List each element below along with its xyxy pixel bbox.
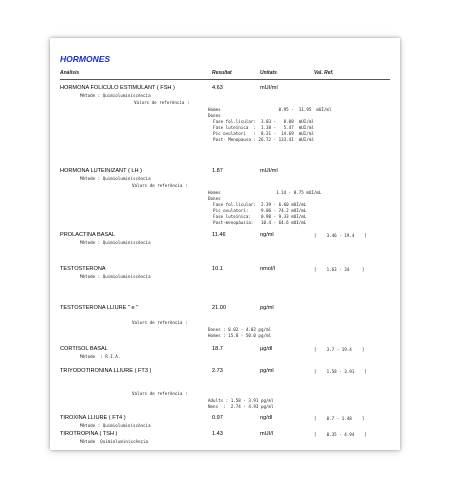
test-name: TIROTROPINA ( TSH ) xyxy=(60,431,118,437)
reference-line: Fase fol.licular: 2.39 - 6.60 mUI/mL xyxy=(208,202,307,207)
method-line: Mètode : Quimioluminiscència xyxy=(80,423,151,428)
reference-line: Fase luteínica : 1.38 - 5.47 mUI/ml xyxy=(208,125,314,130)
test-name: HORMONA LUTEINIZANT ( LH ) xyxy=(60,168,142,174)
method-line: Mètode : Quimioluminiscència xyxy=(80,240,151,245)
method-line: Mètode : Quimioluminiscència xyxy=(80,93,151,98)
method-line: Mètode : R.I.A. xyxy=(80,354,121,359)
method-line: Mètode : Quimioluminiscència xyxy=(80,274,151,279)
reference-range: [ 0.35 - 4.94 ] xyxy=(314,432,367,437)
header-divider xyxy=(60,79,390,80)
column-header-reference: Val. Ref. xyxy=(314,70,334,76)
method-line: Mètode : Quimioluminiscència xyxy=(80,176,151,181)
reference-heading: Valors de referència : xyxy=(134,100,190,105)
column-header-units: Unitats xyxy=(260,70,277,76)
reference-line: Homes 1.14 - 8.75 mUI/mL xyxy=(208,190,322,195)
reference-range: [ 3.7 - 19.4 ] xyxy=(314,347,365,352)
reference-line: Adults : 1.58 - 3.91 pg/ml xyxy=(208,398,274,403)
reference-range: [ 1.63 - 34 ] xyxy=(314,267,365,272)
test-unit: ng/ml xyxy=(260,232,274,238)
test-unit: pg/ml xyxy=(260,305,274,311)
reference-line: Dones : 0.02 - 4.02 pg/ml xyxy=(208,327,272,332)
test-unit: ng/dl xyxy=(260,415,273,421)
test-result: 10.1 xyxy=(212,266,223,272)
test-result: 1.43 xyxy=(212,431,223,437)
reference-line: Homes : 15.0 - 50.0 pg/ml xyxy=(208,333,272,338)
reference-line: Dones xyxy=(208,113,221,118)
test-name: CORTISOL BASAL xyxy=(60,346,108,352)
reference-line: Nens : 2.74 - 4.93 pg/ml xyxy=(208,404,274,409)
reference-heading: Valors de referència : xyxy=(132,183,188,188)
reference-line: Pic ovulatori: 9.06 - 74.2 mUI/mL xyxy=(208,208,307,213)
test-result: 18.7 xyxy=(212,346,223,352)
test-name: TESTOSTERONA LLIURE " e " xyxy=(60,305,139,311)
reference-line: Post-menopàusia: 10.4 - 64.6 mUI/mL xyxy=(208,220,307,225)
test-result: 1.87 xyxy=(212,168,223,174)
test-unit: nmol/l xyxy=(260,266,275,272)
report-page xyxy=(50,38,400,450)
test-result: 4.63 xyxy=(212,85,223,91)
test-result: 2.73 xyxy=(212,368,223,374)
test-result: 0.97 xyxy=(212,415,223,421)
column-header-result: Resultat xyxy=(212,70,232,76)
test-name: TESTOSTERONA xyxy=(60,266,106,272)
test-unit: µg/dl xyxy=(260,346,273,352)
test-result: 11.46 xyxy=(212,232,226,238)
reference-line: Fase fol.licular: 3.03 - 8.08 mUI/ml xyxy=(208,119,314,124)
reference-heading: Valors de referència : xyxy=(132,391,188,396)
test-name: PROLACTINA BASAL xyxy=(60,232,116,238)
reference-line: Homes 0.95 - 11.95 mUI/ml xyxy=(208,107,332,112)
test-name: TRIYODOTIRONINA LLIURE ( FT3 ) xyxy=(60,368,152,374)
reference-range: [ 1.58 - 3.91 ] xyxy=(314,369,367,374)
test-name: HORMONA FOLICULO ESTIMULANT ( FSH ) xyxy=(60,85,175,91)
test-unit: mUI/ml xyxy=(260,168,278,174)
test-unit: pg/ml xyxy=(260,368,274,374)
reference-line: Post- Menopausa : 26.72 - 133.41 mUI/ml xyxy=(208,137,314,142)
reference-range: [ 3.46 - 19.4 ] xyxy=(314,233,367,238)
reference-range: [ 0.7 - 1.48 ] xyxy=(314,416,365,421)
test-unit: mUI/ml xyxy=(260,85,278,91)
test-result: 21.00 xyxy=(212,305,226,311)
column-header-analysis: Anàlisis xyxy=(60,70,80,76)
reference-line: Fase luteïnica: 0.90 - 9.33 mUI/mL xyxy=(208,214,307,219)
test-unit: mUI/l xyxy=(260,431,274,437)
reference-heading: Valors de referència : xyxy=(132,320,188,325)
reference-line: Dones xyxy=(208,196,221,201)
method-line: Mètode Quimioluminiscència xyxy=(80,439,149,444)
reference-line: Pic ovulatori : 8.31 - 14.69 mUI/ml xyxy=(208,131,314,136)
section-title: HORMONES xyxy=(60,54,111,64)
test-name: TIROXINA LLIURE ( FT4 ) xyxy=(60,415,126,421)
